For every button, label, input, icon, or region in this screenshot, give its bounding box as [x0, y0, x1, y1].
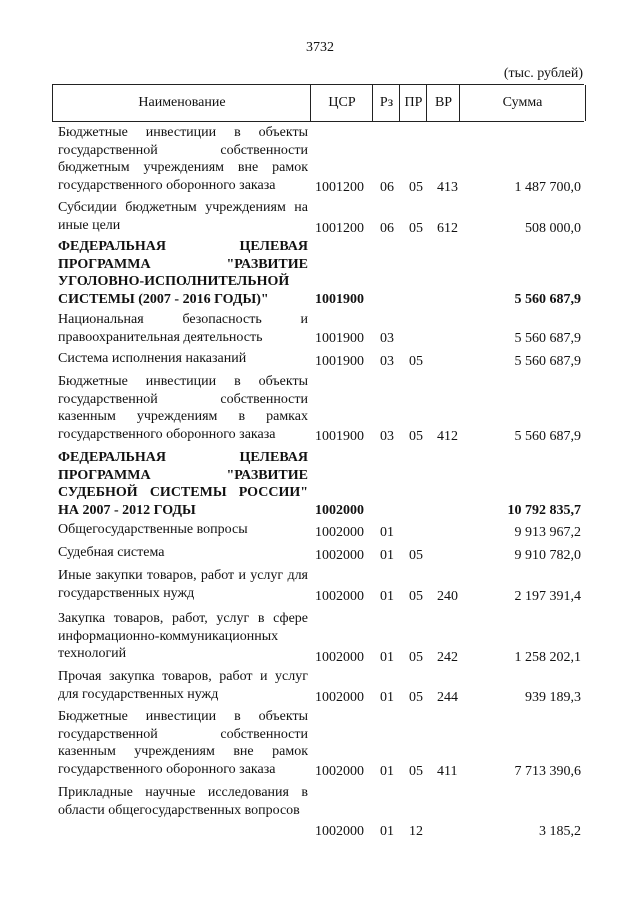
row-rz: 06	[380, 179, 394, 195]
row-csr: 1001900	[315, 428, 364, 444]
row-pr: 05	[409, 547, 423, 563]
row-name: ФЕДЕРАЛЬНАЯ ЦЕЛЕВАЯ ПРОГРАММА "РАЗВИТИЕ СУДЕБНОЙ СИСТЕМЫ РОССИИ" НА 2007 - 2012 ГОДЫ	[58, 450, 308, 518]
table-row	[52, 784, 584, 840]
row-csr: 1001200	[315, 179, 364, 195]
header-sum: Сумма	[459, 85, 586, 121]
row-name: Субсидии бюджетным учреждениям на иные цели	[58, 200, 308, 233]
row-csr: 1002000	[315, 823, 364, 839]
table-row	[52, 350, 584, 370]
row-sum: 5 560 687,9	[514, 428, 581, 444]
row-name: Национальная безопасность и правоохранительная деятельность	[58, 312, 308, 345]
row-rz: 01	[380, 649, 394, 665]
row-csr: 1001900	[315, 330, 364, 346]
row-rz: 01	[380, 588, 394, 604]
table-row	[52, 610, 584, 666]
table-row	[52, 708, 584, 780]
row-name: Система исполнения наказаний	[58, 351, 247, 366]
row-sum: 7 713 390,6	[514, 763, 581, 779]
row-vr: 412	[437, 428, 458, 444]
row-vr: 240	[437, 588, 458, 604]
row-rz: 03	[380, 330, 394, 346]
row-vr: 244	[437, 689, 458, 705]
row-name: Прикладные научные исследования в области общегосударственных вопросов	[58, 785, 308, 818]
row-name: Иные закупки товаров, работ и услуг для государственных нужд	[58, 568, 308, 601]
row-sum: 5 560 687,9	[514, 353, 581, 369]
row-rz: 01	[380, 524, 394, 540]
table-row	[52, 668, 584, 706]
row-csr: 1001900	[315, 291, 364, 307]
row-pr: 05	[409, 220, 423, 236]
header-vr: ВР	[426, 85, 460, 121]
row-sum: 508 000,0	[525, 220, 581, 236]
row-pr: 05	[409, 649, 423, 665]
row-vr: 612	[437, 220, 458, 236]
row-csr: 1002000	[315, 689, 364, 705]
row-name: Прочая закупка товаров, работ и услуг для государственных нужд	[58, 669, 308, 702]
row-name: Бюджетные инвестиции в объекты государственной собственности казенным учреждениям в рамках государственного оборонного заказа	[58, 374, 308, 442]
row-rz: 01	[380, 689, 394, 705]
table-row	[52, 238, 584, 308]
row-sum: 2 197 391,4	[514, 588, 581, 604]
row-csr: 1002000	[315, 524, 364, 540]
row-csr: 1002000	[315, 502, 364, 518]
table-row	[52, 567, 584, 605]
row-csr: 1001200	[315, 220, 364, 236]
row-rz: 06	[380, 220, 394, 236]
row-sum: 939 189,3	[525, 689, 581, 705]
header-pr: ПР	[399, 85, 427, 121]
row-csr: 1002000	[315, 547, 364, 563]
table-row	[52, 373, 584, 445]
row-pr: 05	[409, 353, 423, 369]
row-sum: 10 792 835,7	[507, 502, 581, 518]
row-pr: 05	[409, 428, 423, 444]
row-sum: 9 913 967,2	[514, 524, 581, 540]
row-csr: 1002000	[315, 588, 364, 604]
row-vr: 413	[437, 179, 458, 195]
row-pr: 05	[409, 588, 423, 604]
row-csr: 1002000	[315, 649, 364, 665]
row-vr: 411	[437, 763, 458, 779]
table-header	[52, 84, 584, 122]
row-rz: 01	[380, 823, 394, 839]
row-rz: 01	[380, 763, 394, 779]
row-rz: 03	[380, 428, 394, 444]
row-sum: 5 560 687,9	[514, 291, 581, 307]
row-sum: 1 258 202,1	[514, 649, 581, 665]
row-pr: 05	[409, 689, 423, 705]
page-number: 3732	[306, 40, 334, 55]
table-row	[52, 311, 584, 347]
row-name: Общегосударственные вопросы	[58, 522, 248, 537]
row-pr: 05	[409, 179, 423, 195]
row-sum: 5 560 687,9	[514, 330, 581, 346]
row-name: ФЕДЕРАЛЬНАЯ ЦЕЛЕВАЯ ПРОГРАММА "РАЗВИТИЕ УГОЛОВНО-ИСПОЛНИТЕЛЬНОЙ СИСТЕМЫ (2007 - 2016 ГОДЫ)"	[58, 239, 308, 307]
table-row	[52, 544, 584, 564]
table-row	[52, 199, 584, 237]
row-name: Судебная система	[58, 545, 165, 560]
row-name: Бюджетные инвестиции в объекты государственной собственности казенным учреждениям вне рамок государственного оборонного заказа	[58, 709, 308, 777]
row-name: Закупка товаров, работ, услуг в сфере информационно-коммуникационных технологий	[58, 611, 308, 661]
table-row	[52, 124, 584, 196]
row-sum: 3 185,2	[539, 823, 581, 839]
row-csr: 1002000	[315, 763, 364, 779]
header-rz: Рз	[372, 85, 400, 121]
row-pr: 05	[409, 763, 423, 779]
row-vr: 242	[437, 649, 458, 665]
row-sum: 1 487 700,0	[514, 179, 581, 195]
table-row	[52, 521, 584, 541]
units-label: (тыс. рублей)	[503, 66, 583, 81]
row-rz: 01	[380, 547, 394, 563]
row-rz: 03	[380, 353, 394, 369]
header-csr: ЦСР	[310, 85, 373, 121]
row-name: Бюджетные инвестиции в объекты государственной собственности бюджетным учреждениям вне рамок государственного оборонного заказа	[58, 125, 308, 193]
table-row	[52, 449, 584, 519]
row-pr: 12	[409, 823, 423, 839]
row-sum: 9 910 782,0	[514, 547, 581, 563]
header-name: Наименование	[52, 85, 311, 121]
row-csr: 1001900	[315, 353, 364, 369]
